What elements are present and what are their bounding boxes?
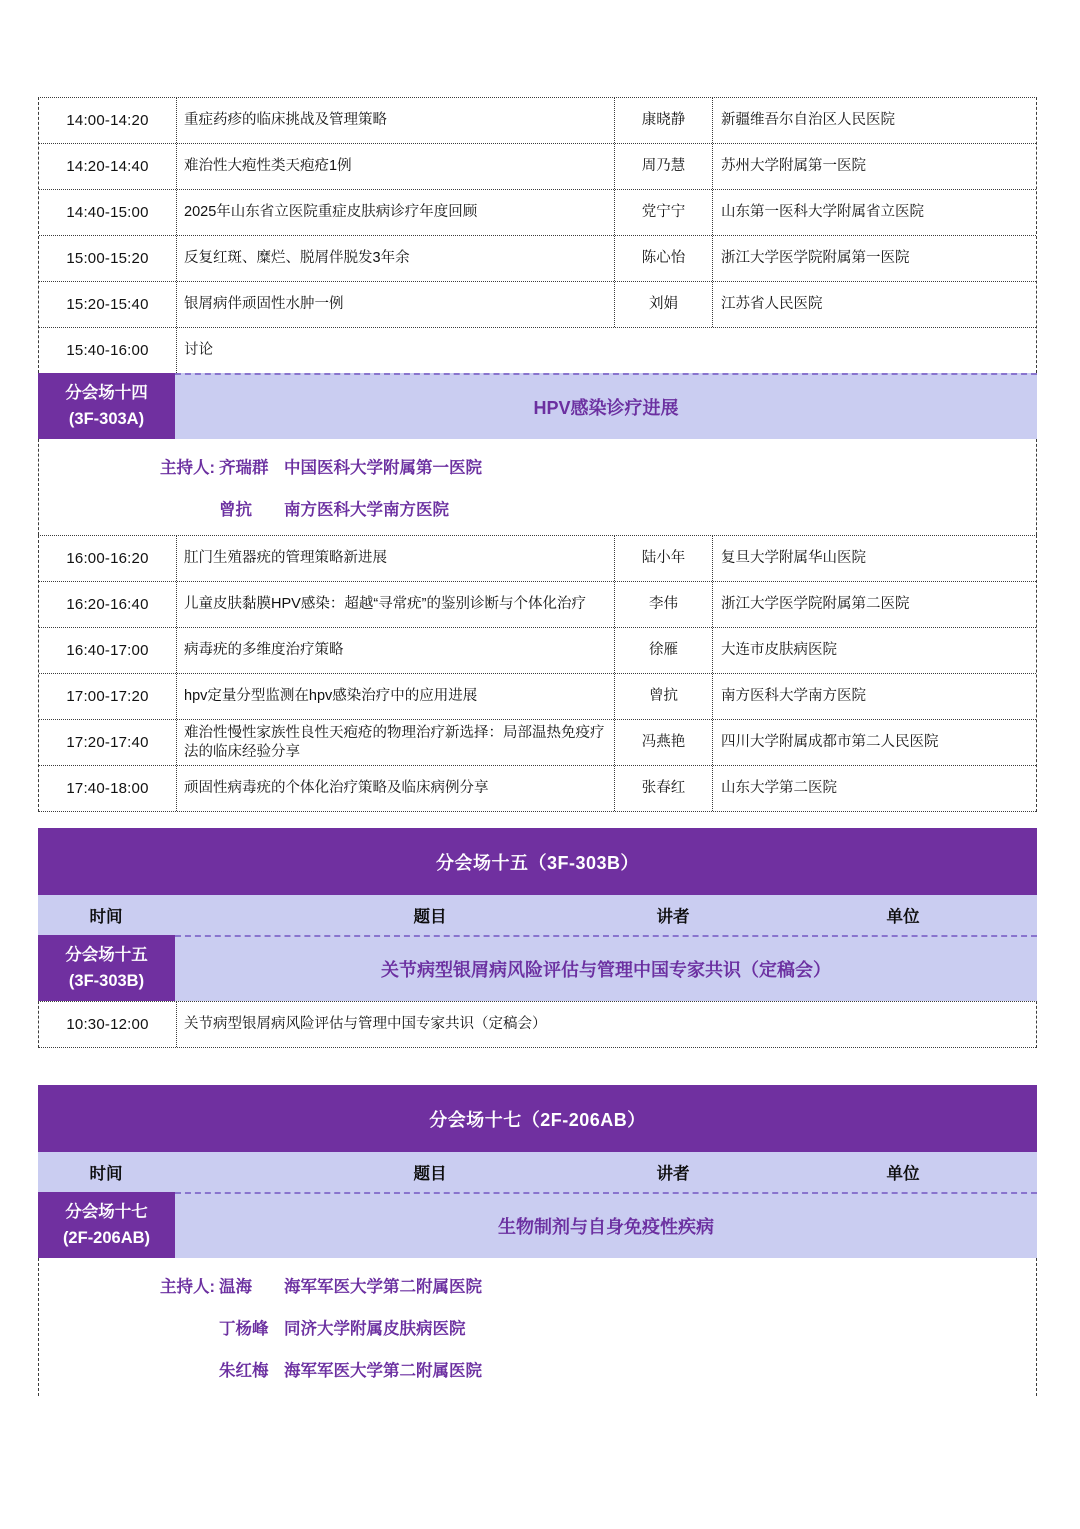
moderator-line — [39, 445, 1036, 487]
row-title: 顽固性病毒疣的个体化治疗策略及临床病例分享 — [176, 766, 614, 811]
session-17-banner: 分会场十七（2F-206AB） — [38, 1085, 1037, 1152]
table-row — [39, 674, 1036, 720]
moderator-line — [39, 487, 1036, 529]
venue-name: 分会场十七 — [65, 1202, 148, 1221]
session-15-venue-cell — [38, 935, 175, 1001]
column-header-topic: 题目 — [413, 908, 447, 926]
row-time: 14:00-14:20 — [66, 112, 149, 129]
row-speaker: 冯燕艳 — [614, 720, 712, 765]
moderator-line — [39, 1264, 1036, 1306]
row-title: 难治性大疱性类天疱疮1例 — [176, 144, 614, 189]
row-time: 14:40-15:00 — [66, 204, 149, 221]
column-header-speaker: 讲者 — [656, 908, 690, 926]
row-time: 15:00-15:20 — [66, 250, 149, 267]
row-speaker: 李伟 — [614, 582, 712, 627]
session-17-band — [38, 1192, 1037, 1258]
row-title: 肛门生殖器疣的管理策略新进展 — [176, 536, 614, 581]
moderator-label: 主持人: — [160, 459, 215, 477]
venue-room: (3F-303A) — [68, 410, 145, 428]
row-title: 银屑病伴顽固性水肿一例 — [176, 282, 614, 327]
schedule-content — [38, 0, 1037, 1396]
row-organization: 浙江大学医学院附属第一医院 — [712, 236, 1036, 281]
session-14-table — [38, 97, 1037, 812]
top-margin — [38, 0, 1037, 97]
session-17-column-headers — [38, 1152, 1037, 1192]
row-organization: 山东第一医科大学附属省立医院 — [712, 190, 1036, 235]
moderator-name: 丁杨峰 — [219, 1320, 269, 1338]
row-title: 儿童皮肤黏膜HPV感染：超越“寻常疣”的鉴别诊断与个体化治疗 — [176, 582, 614, 627]
table-row — [39, 328, 1036, 373]
venue-name: 分会场十四 — [65, 383, 148, 402]
row-speaker: 党宁宁 — [614, 190, 712, 235]
session-14-topic: HPV感染诊疗进展 — [175, 373, 1037, 439]
session-15-column-headers — [38, 895, 1037, 935]
row-speaker: 周乃慧 — [614, 144, 712, 189]
row-organization: 江苏省人民医院 — [712, 282, 1036, 327]
column-header-topic: 题目 — [413, 1165, 447, 1183]
column-header-time: 时间 — [89, 908, 123, 926]
moderator-organization: 南方医科大学南方医院 — [284, 501, 449, 519]
row-speaker: 张春红 — [614, 766, 712, 811]
row-time: 17:00-17:20 — [66, 688, 149, 705]
row-time: 17:40-18:00 — [66, 780, 149, 797]
session-17-moderators — [38, 1258, 1037, 1396]
moderator-organization: 中国医科大学附属第一医院 — [284, 459, 482, 477]
table-row — [39, 282, 1036, 328]
row-time: 16:20-16:40 — [66, 596, 149, 613]
row-organization: 大连市皮肤病医院 — [712, 628, 1036, 673]
column-header-organization: 单位 — [886, 908, 920, 926]
session-14-venue-cell — [38, 373, 175, 439]
session-17-table — [38, 1085, 1037, 1396]
session-15-topic: 关节病型银屑病风险评估与管理中国专家共识（定稿会） — [175, 935, 1037, 1001]
session-15-rows — [38, 1001, 1037, 1048]
row-time: 15:40-16:00 — [66, 342, 149, 359]
column-header-time: 时间 — [89, 1165, 123, 1183]
row-speaker: 徐雁 — [614, 628, 712, 673]
table-row — [39, 720, 1036, 766]
table-row — [39, 144, 1036, 190]
row-title: hpv定量分型监测在hpv感染治疗中的应用进展 — [176, 674, 614, 719]
row-organization: 新疆维吾尔自治区人民医院 — [712, 98, 1036, 143]
moderator-organization: 海军军医大学第二附属医院 — [284, 1362, 482, 1380]
row-time: 10:30-12:00 — [66, 1016, 149, 1033]
session-14-afternoon-rows — [38, 535, 1037, 812]
row-organization: 浙江大学医学院附属第二医院 — [712, 582, 1036, 627]
session-14-band — [38, 373, 1037, 439]
session-17-venue-cell — [38, 1192, 175, 1258]
table-row — [39, 582, 1036, 628]
row-time: 16:00-16:20 — [66, 550, 149, 567]
table-row — [39, 1002, 1036, 1048]
session-15-band — [38, 935, 1037, 1001]
moderator-line — [39, 1348, 1036, 1390]
row-title: 病毒疣的多维度治疗策略 — [176, 628, 614, 673]
row-speaker: 陈心怡 — [614, 236, 712, 281]
row-organization: 南方医科大学南方医院 — [712, 674, 1036, 719]
row-organization: 四川大学附属成都市第二人民医院 — [712, 720, 1036, 765]
row-title: 重症药疹的临床挑战及管理策略 — [176, 98, 614, 143]
moderator-line — [39, 1306, 1036, 1348]
column-header-organization: 单位 — [886, 1165, 920, 1183]
session-14-morning-rows — [38, 97, 1037, 373]
row-title: 关节病型银屑病风险评估与管理中国专家共识（定稿会） — [176, 1002, 1036, 1047]
row-title: 讨论 — [176, 328, 1036, 373]
row-time: 14:20-14:40 — [66, 158, 149, 175]
row-title: 2025年山东省立医院重症皮肤病诊疗年度回顾 — [176, 190, 614, 235]
section-gap — [38, 1048, 1037, 1085]
column-header-speaker: 讲者 — [656, 1165, 690, 1183]
table-row — [39, 98, 1036, 144]
moderator-name: 朱红梅 — [219, 1362, 269, 1380]
session-15-table — [38, 828, 1037, 1048]
row-organization: 苏州大学附属第一医院 — [712, 144, 1036, 189]
row-speaker: 康晓静 — [614, 98, 712, 143]
table-row — [39, 766, 1036, 812]
row-organization: 复旦大学附属华山医院 — [712, 536, 1036, 581]
row-title: 难治性慢性家族性良性天疱疮的物理治疗新选择：局部温热免疫疗法的临床经验分享 — [176, 720, 614, 765]
venue-room: (2F-206AB) — [62, 1229, 151, 1247]
table-row — [39, 536, 1036, 582]
row-organization: 山东大学第二医院 — [712, 766, 1036, 811]
section-gap — [38, 812, 1037, 828]
moderator-label: 主持人: — [160, 1278, 215, 1296]
moderator-organization: 同济大学附属皮肤病医院 — [284, 1320, 466, 1338]
row-time: 17:20-17:40 — [66, 734, 149, 751]
row-speaker: 刘娟 — [614, 282, 712, 327]
session-15-banner: 分会场十五（3F-303B） — [38, 828, 1037, 895]
session-17-topic: 生物制剂与自身免疫性疾病 — [175, 1192, 1037, 1258]
moderator-name: 曾抗 — [219, 501, 252, 519]
moderator-name: 齐瑞群 — [219, 459, 269, 477]
table-row — [39, 236, 1036, 282]
row-speaker: 曾抗 — [614, 674, 712, 719]
row-speaker: 陆小年 — [614, 536, 712, 581]
row-time: 16:40-17:00 — [66, 642, 149, 659]
row-title: 反复红斑、糜烂、脱屑伴脱发3年余 — [176, 236, 614, 281]
table-row — [39, 190, 1036, 236]
session-14-moderators — [38, 439, 1037, 535]
venue-room: (3F-303B) — [68, 972, 145, 990]
table-row — [39, 628, 1036, 674]
moderator-name: 温海 — [219, 1278, 252, 1296]
row-time: 15:20-15:40 — [66, 296, 149, 313]
venue-name: 分会场十五 — [65, 945, 148, 964]
moderator-organization: 海军军医大学第二附属医院 — [284, 1278, 482, 1296]
